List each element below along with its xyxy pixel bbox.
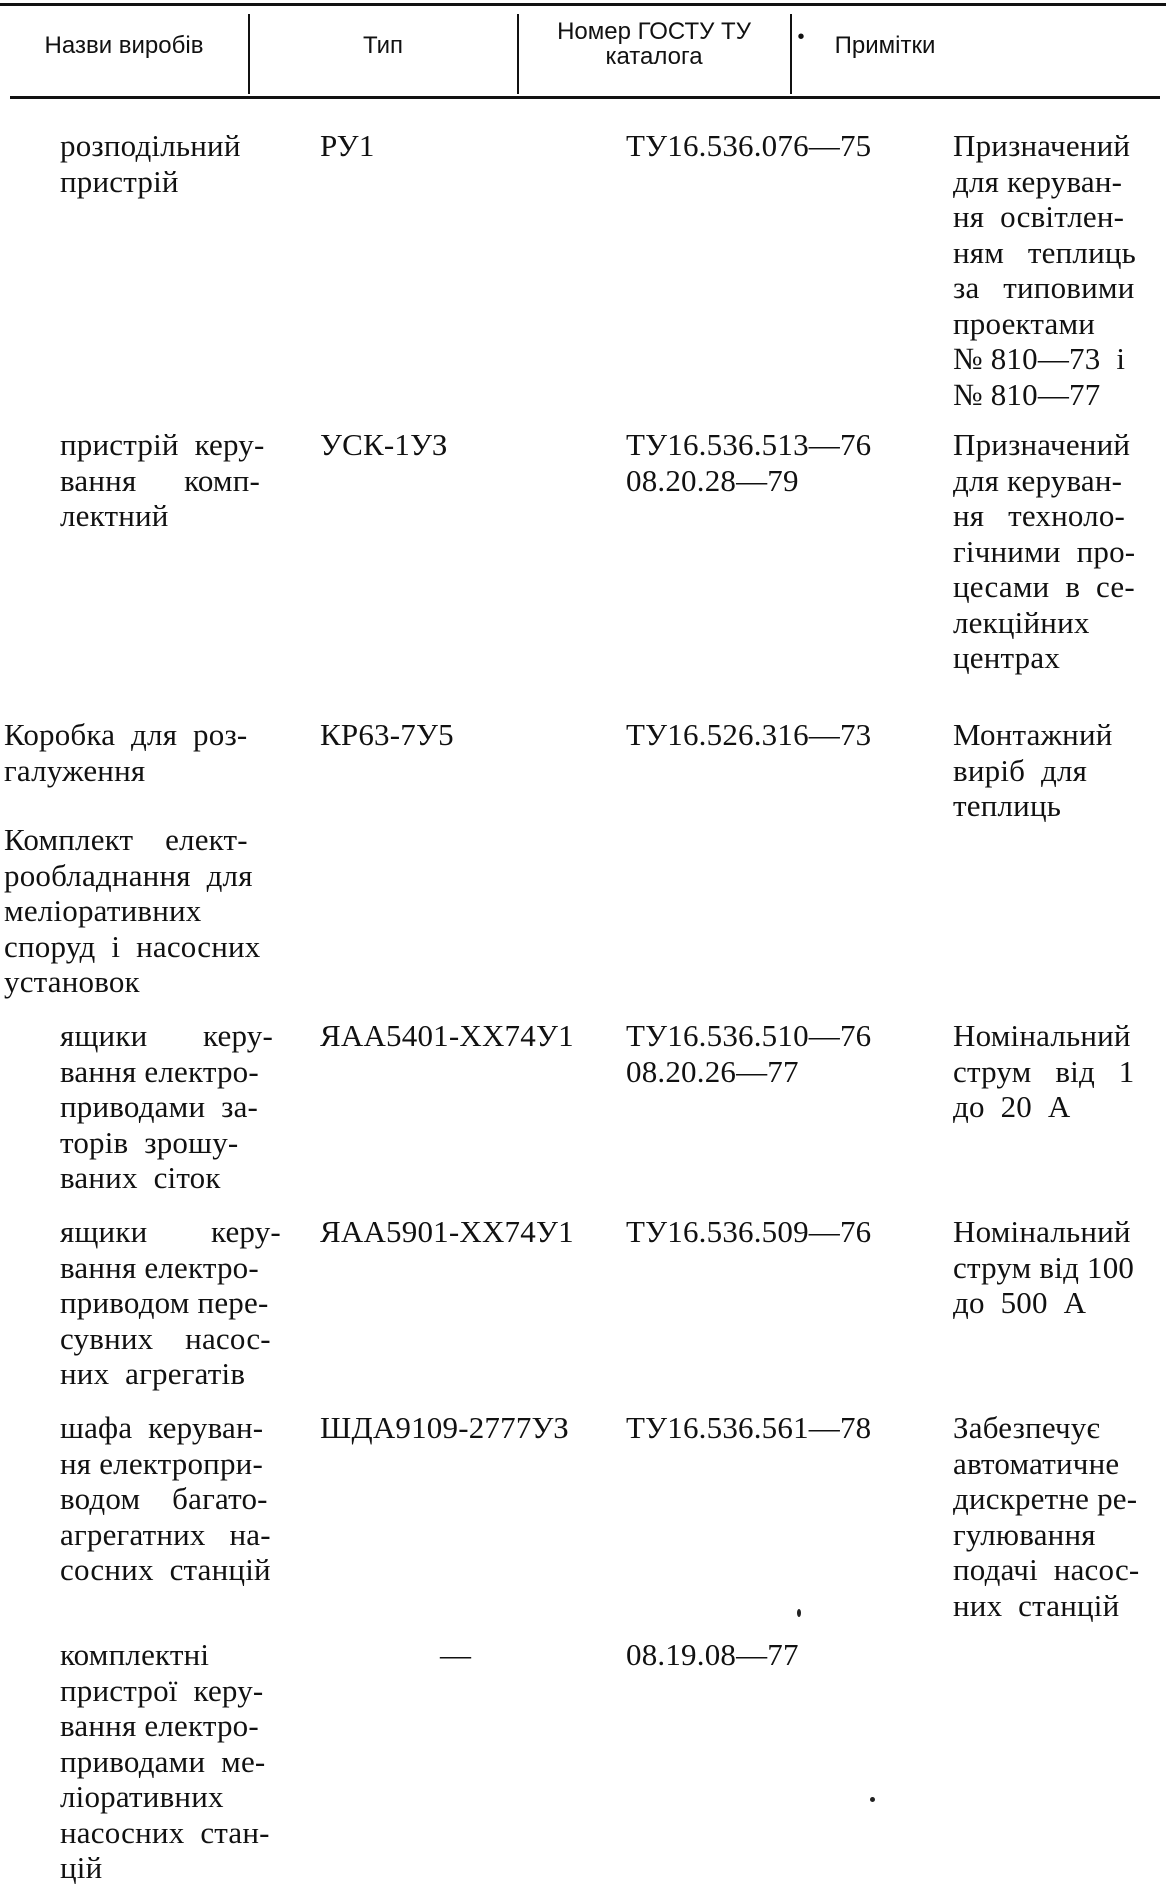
table-row [0, 1637, 1166, 1889]
product-note: Номінальний струм від 1 до 20 А [953, 1018, 1135, 1124]
product-note: Призначений для керуван- ня освітлен- ням теплиць за типовими проектами № 810—73 і № 810—77 [953, 128, 1136, 412]
product-name: ящики керу- вання електро- приводом пере- сувних насос- них агрегатів [60, 1214, 281, 1391]
product-standard: ТУ16.536.509—76 [626, 1214, 872, 1249]
product-note: Призначений для керуван- ня техноло- гічними про- цесами в се- лекційних центрах [953, 427, 1136, 675]
product-standard: ТУ16.526.316—73 [626, 717, 872, 752]
product-name: комплектні пристрої керу- вання електро- приводами ме- ліоративних насосних стан- цій [60, 1637, 270, 1885]
header-col-name: Назви виробів [44, 32, 204, 59]
header-bottom-rule [10, 96, 1160, 99]
header-col-gost-line2: каталога [605, 43, 703, 70]
header-col-gost-line1: Номер ГОСТУ ТУ [557, 18, 751, 45]
product-type: УСК-1УЗ [320, 427, 448, 462]
header-col-type: Тип [362, 32, 403, 59]
product-standard: ТУ16.536.561—78 [626, 1410, 872, 1445]
table-row [0, 1410, 1166, 1625]
product-name: ящики керу- вання електро- приводами за- торів зрошу- ваних сіток [60, 1018, 273, 1195]
product-note: Номінальний струм від 100 до 500 А [953, 1214, 1135, 1320]
product-note: Монтажний виріб для теплиць [953, 717, 1113, 823]
product-name: Коробка для роз- галуження [4, 717, 248, 788]
product-standard: ТУ16.536.510—76 08.20.26—77 [626, 1018, 872, 1089]
product-name: пристрій керу- вання комп- лектний [60, 427, 265, 533]
product-standard: ТУ16.536.513—76 08.20.28—79 [626, 427, 872, 498]
print-speck [797, 1609, 801, 1617]
product-name: шафа керуван- ня електропри- водом багато- агрегатних на- сосних станцій [60, 1410, 271, 1587]
product-standard: 08.19.08—77 [626, 1637, 799, 1672]
header-top-rule [0, 3, 1166, 6]
product-note: Забезпечує автоматичне дискретне ре- гулювання подачі насос- них станцій [953, 1410, 1140, 1623]
product-name: розподільний пристрій [60, 128, 241, 199]
header-divider [517, 14, 519, 94]
table-row [0, 717, 1166, 827]
table-row [0, 1018, 1166, 1198]
product-standard: ТУ16.536.076—75 [626, 128, 872, 163]
product-type: ЯАА5901-ХХ74У1 [320, 1214, 574, 1249]
header-divider [790, 14, 792, 94]
table-row [0, 128, 1166, 412]
table-header [0, 0, 1166, 100]
product-group-name: Комплект елект- рообладнання для меліоративних споруд і насосних установок [4, 822, 261, 999]
table-row [0, 427, 1166, 675]
product-type: ШДА9109-2777УЗ [320, 1410, 569, 1445]
header-notes-mark: • [797, 26, 805, 48]
print-speck [870, 1797, 875, 1802]
table-row-group-heading [0, 822, 1166, 1002]
product-type: — [440, 1637, 472, 1672]
header-col-notes: Примітки [834, 32, 936, 59]
table-row [0, 1214, 1166, 1394]
product-type: РУ1 [320, 128, 375, 163]
product-type: КР63-7У5 [320, 717, 454, 752]
product-type: ЯАА5401-ХХ74У1 [320, 1018, 574, 1053]
